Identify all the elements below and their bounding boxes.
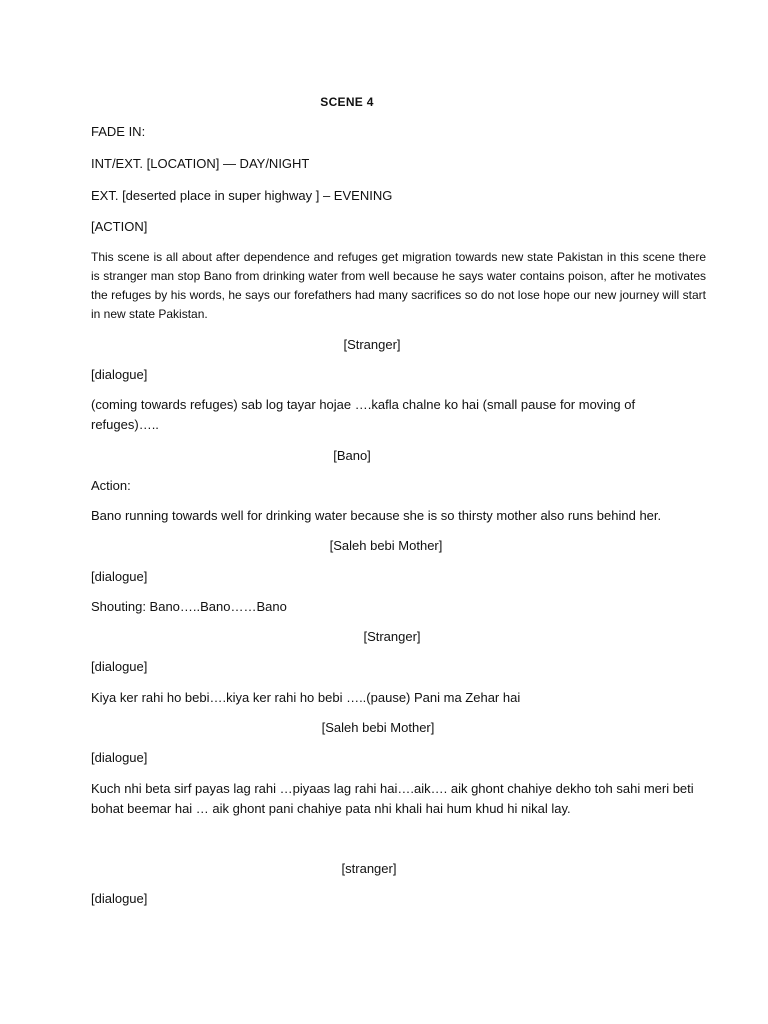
- scene-title: SCENE 4: [320, 95, 374, 109]
- action-tag: Action:: [91, 478, 131, 493]
- character-name: [stranger]: [341, 861, 397, 876]
- slugline-template: INT/EXT. [LOCATION] — DAY/NIGHT: [91, 156, 310, 171]
- character-name: [Stranger]: [363, 629, 421, 644]
- dialogue-tag: [dialogue]: [91, 569, 148, 584]
- character-name: [Bano]: [333, 448, 371, 463]
- character-name: [Saleh bebi Mother]: [329, 538, 443, 553]
- action-label: [ACTION]: [91, 219, 148, 234]
- character-name: [Saleh bebi Mother]: [321, 720, 435, 735]
- scene-description: This scene is all about after dependence and refuges get migration towards new state Pakistan in this scene there is stranger man stop Bano from drinking water from well because he says water contains poison, after he motivates the refuges by his words, he says our forefathers had many sacrifices so do not lose hope our new journey will start in new state Pakistan.: [91, 250, 706, 321]
- fade-in: FADE IN:: [91, 124, 146, 139]
- dialogue-text: Shouting: Bano…..Bano……Bano: [91, 599, 287, 614]
- character-name: [Stranger]: [343, 337, 401, 352]
- dialogue-text: Kiya ker rahi ho bebi….kiya ker rahi ho bebi …..(pause) Pani ma Zehar hai: [91, 690, 521, 705]
- dialogue-tag: [dialogue]: [91, 367, 148, 382]
- dialogue-tag: [dialogue]: [91, 891, 148, 906]
- dialogue-text: Kuch nhi beta sirf payas lag rahi …piyaas lag rahi hai….aik…. aik ghont chahiye dekho toh sahi meri beti bohat beemar hai … aik ghont pani chahiye pata nhi khali hai hum khud hi nikal lay.: [91, 781, 694, 816]
- slugline: EXT. [deserted place in super highway ] – EVENING: [91, 188, 393, 203]
- dialogue-tag: [dialogue]: [91, 659, 148, 674]
- dialogue-tag: [dialogue]: [91, 750, 148, 765]
- dialogue-text: (coming towards refuges) sab log tayar hojae ….kafla chalne ko hai (small pause for moving of refuges)…..: [91, 397, 636, 432]
- action-text: Bano running towards well for drinking water because she is so thirsty mother also runs behind her.: [91, 508, 662, 523]
